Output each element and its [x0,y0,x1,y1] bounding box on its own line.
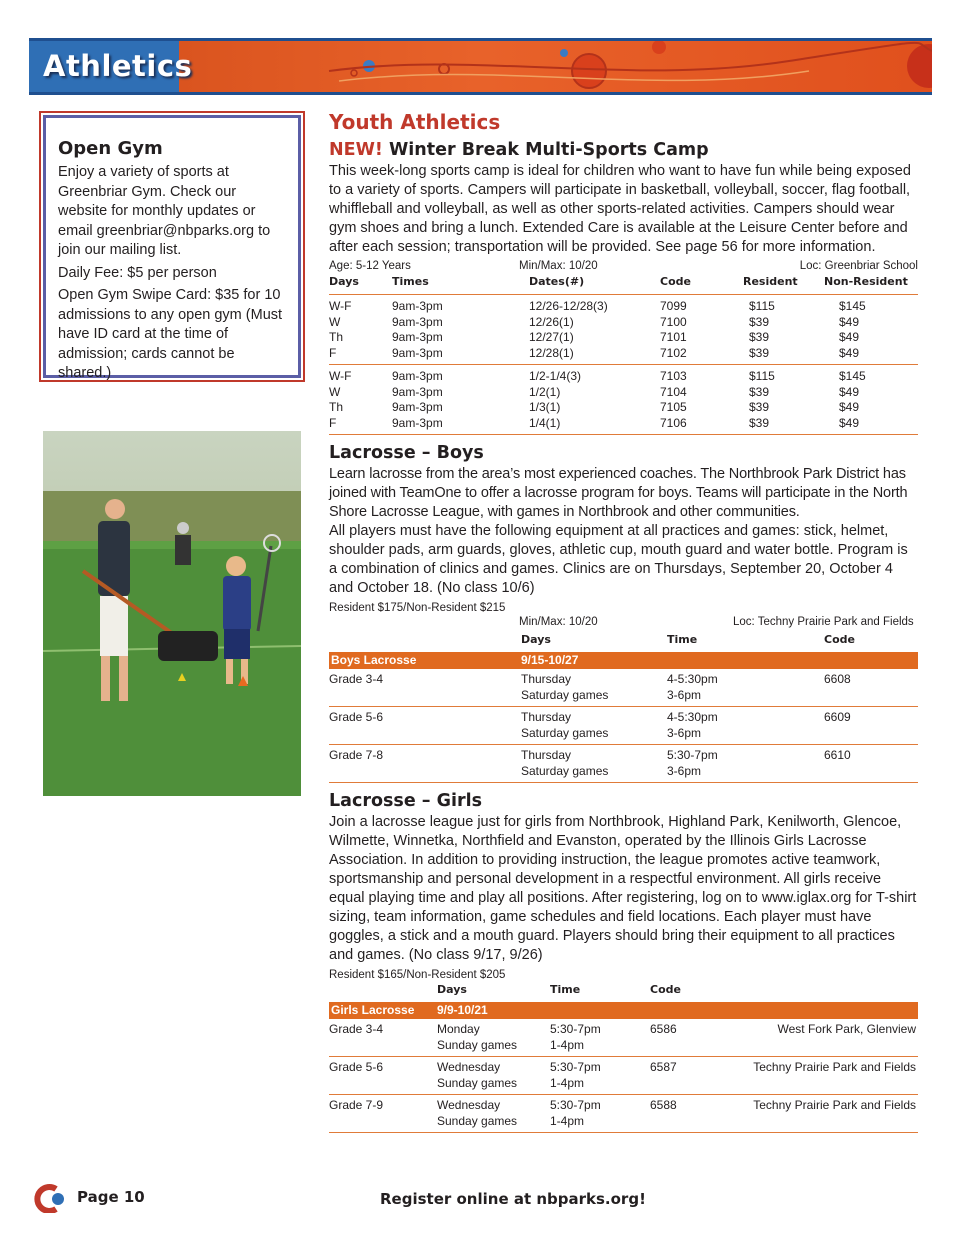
table-cell: 1/2-1/4(3) [529,369,582,383]
table-line [329,1060,918,1076]
col-days: Days [329,275,359,288]
table-cell: $49 [839,400,860,414]
camp-table [329,275,918,435]
boys-table [329,616,918,783]
table-cell: 9am-3pm [392,415,443,430]
time-cell: 1-4pm [550,1075,585,1090]
camp-group [329,365,918,434]
lacrosse-photo [43,431,301,796]
code-cell: 6588 [650,1098,677,1112]
table-line [329,1114,918,1130]
table-cell: Th [329,330,344,344]
time-cell: 3-6pm [667,687,702,702]
table-divider [329,434,918,435]
camp-table-body [329,295,918,435]
days-cell: Monday [437,1022,480,1036]
table-cell: 9am-3pm [392,330,443,344]
girls-description: Join a lacrosse league just for girls from Northbrook, Highland Park, Kenilworth, Glencoe, Wilmette, Winnetka, Northfield and Evanston, operated by the Illinois Girls Lacrosse Association. In addition to providing instruction, the league promotes active teamwork, sportsmanship and personal development in a respectful environment. All girls receive equal playing time and play all positions. After registering, log on to www.iglax.org for T-shirt sizing, team information, game schedules and field locations. Each player must have goggles, a stick and a mouth guard. Players should bring their equipment to all practices and games. (No class 9/17, 9/26) [329,814,917,963]
table-cell: $49 [839,415,860,430]
table-cell: 9am-3pm [392,384,443,399]
table-cell: 7101 [660,330,687,344]
table-cell: $115 [749,369,775,383]
boys-table-body [329,669,918,783]
table-line [329,710,918,726]
table-row [329,346,918,362]
days-cell: Thursday [521,710,572,724]
open-gym-swipe-card: Open Gym Swipe Card: $35 for 10 admissions to any open gym (Must have ID card at the time of admission; cards cannot be shared.) [58,287,283,381]
table-cell: $49 [839,384,860,399]
code-cell: 6609 [824,710,851,724]
table-cell: W-F [329,369,352,383]
time-cell: 3-6pm [667,725,702,740]
table-cell: F [329,415,337,430]
camp-description: This week-long sports camp is ideal for children who want to have fun while being exposed to a variety of sports. Campers will participate in basketball, volleyball, soccer, flag football, whiffleball and volleyball, as well as other sports-related activities. Campers should wear gym shoes and bring a lunch. Extended Care is available at the Leisure Center before and after each session; transportation will be provided. See page 56 for more information. [329,163,911,255]
girls-col-code: Code [650,983,681,996]
boys-location: Loc: Techny Prairie Park and Fields [733,616,914,628]
table-row [329,385,918,401]
days-cell: Thursday [521,748,572,762]
table-cell: $115 [749,299,775,313]
page-number: Page 10 [77,1188,145,1206]
table-line [329,672,918,688]
table-cell: 9am-3pm [392,345,443,360]
days-cell: Saturday games [521,687,609,702]
boys-minmax: Min/Max: 10/20 [519,616,598,628]
code-cell: 6610 [824,748,851,762]
time-cell: 5:30-7pm [550,1022,601,1036]
grade-cell: Grade 5-6 [329,1060,384,1074]
location-cell: West Fork Park, Glenview [777,1022,916,1036]
table-row [329,1095,918,1132]
code-cell: 6586 [650,1022,677,1036]
table-cell: 7102 [660,345,687,360]
camp-location: Loc: Greenbriar School [799,260,918,272]
table-cell: 9am-3pm [392,314,443,329]
days-cell: Saturday games [521,763,609,778]
girls-col-days: Days [437,983,467,996]
table-row [329,1019,918,1056]
main-column [329,110,918,1133]
table-divider [329,1132,918,1133]
table-cell: W-F [329,299,352,313]
table-cell: 7103 [660,369,687,383]
time-cell: 5:30-7pm [550,1098,601,1112]
table-line [329,688,918,704]
girls-band-dates: 9/9-10/21 [437,1003,488,1017]
table-row [329,315,918,331]
table-line [329,1098,918,1114]
table-cell: 12/26(1) [529,314,574,329]
time-cell: 4-5:30pm [667,710,718,724]
table-cell: 9am-3pm [392,299,443,313]
table-cell: 7100 [660,314,687,329]
table-cell: 7099 [660,299,687,313]
open-gym-box [43,115,301,381]
girls-lacrosse-band [329,1002,918,1019]
table-line [329,726,918,742]
days-cell: Wednesday [437,1060,501,1074]
time-cell: 5:30-7pm [550,1060,601,1074]
table-cell: $49 [839,314,860,329]
open-gym-body: Enjoy a variety of sports at Greenbriar Gym. Check our website for monthly updates or email greenbriar@nbparks.org to join our mailing list. [58,164,271,258]
camp-age: Age: 5-12 Years [329,260,411,272]
camp-group [329,295,918,364]
open-gym-title: Open Gym [58,138,163,159]
table-cell: W [329,314,341,329]
boys-fee: Resident $175/Non-Resident $215 [329,602,506,614]
camp-title [329,140,918,160]
days-cell: Sunday games [437,1037,518,1052]
table-cell: $39 [749,314,770,329]
table-cell: $39 [749,415,770,430]
table-cell: 7106 [660,415,687,430]
table-cell: $39 [749,400,770,414]
camp-minmax: Min/Max: 10/20 [519,260,598,272]
grade-cell: Grade 7-8 [329,748,384,762]
new-badge: NEW! [329,140,383,160]
col-non-resident: Non-Resident [824,275,908,288]
table-cell: 7105 [660,400,687,414]
table-line [329,1022,918,1038]
col-times: Times [392,275,429,288]
table-row [329,1057,918,1094]
table-cell: W [329,384,341,399]
boys-band-dates: 9/15-10/27 [521,653,579,667]
table-row [329,416,918,432]
table-cell: $145 [839,369,866,383]
table-cell: F [329,345,337,360]
location-cell: Techny Prairie Park and Fields [753,1098,916,1112]
table-cell: $49 [839,345,860,360]
table-cell: 12/26-12/28(3) [529,299,608,313]
time-cell: 3-6pm [667,763,702,778]
table-row [329,299,918,315]
girls-lacrosse-title: Lacrosse – Girls [329,791,483,811]
time-cell: 1-4pm [550,1037,585,1052]
girls-table [329,983,918,1133]
header-banner [29,38,932,95]
girls-table-body [329,1019,918,1133]
camp-title-text: Winter Break Multi-Sports Camp [388,140,709,160]
table-cell: 12/27(1) [529,330,574,344]
table-cell: 7104 [660,384,687,399]
time-cell: 1-4pm [550,1113,585,1128]
girls-fee: Resident $165/Non-Resident $205 [329,969,506,981]
table-cell: $39 [749,330,770,344]
open-gym-daily-fee: Daily Fee: $5 per person [58,264,217,281]
col-resident: Resident [743,275,798,288]
camp-table-header [329,275,918,294]
table-line [329,1038,918,1054]
grade-cell: Grade 3-4 [329,1022,384,1036]
boys-lacrosse-band [329,652,918,669]
boys-col-days: Days [521,633,551,646]
table-divider [329,782,918,783]
youth-athletics-title: Youth Athletics [329,110,501,134]
table-cell: $49 [839,330,860,344]
table-cell: 1/3(1) [529,400,561,414]
register-online-text: Register online at nbparks.org! [380,1190,646,1208]
table-cell: 12/28(1) [529,345,574,360]
time-cell: 5:30-7pm [667,748,718,762]
table-cell: 1/4(1) [529,415,561,430]
location-cell: Techny Prairie Park and Fields [753,1060,916,1074]
grade-cell: Grade 3-4 [329,672,384,686]
park-district-logo-icon [28,1183,68,1218]
table-row [329,400,918,416]
table-row [329,669,918,706]
code-cell: 6587 [650,1060,677,1074]
boys-description: Learn lacrosse from the area’s most experienced coaches. The Northbrook Park District has joined with TeamOne to offer a lacrosse program for boys. Teams will participate in the North Shore Lacrosse League, with games in Northbrook and other communities. [329,466,908,520]
boys-col-time: Time [667,633,698,646]
boys-band-label: Boys Lacrosse [331,653,417,667]
table-row [329,330,918,346]
table-cell: 9am-3pm [392,369,443,383]
time-cell: 4-5:30pm [667,672,718,686]
col-dates: Dates(#) [529,275,585,288]
camp-meta [329,260,918,272]
days-cell: Wednesday [437,1098,501,1112]
boys-lacrosse-title: Lacrosse – Boys [329,443,484,463]
grade-cell: Grade 5-6 [329,710,384,724]
boys-col-code: Code [824,633,855,646]
lacrosse-photo-illustration [43,431,301,796]
table-line [329,1076,918,1092]
table-row [329,707,918,744]
table-cell: $39 [749,345,770,360]
grade-cell: Grade 7-9 [329,1098,384,1112]
page-title: Athletics [43,49,193,83]
table-row [329,745,918,782]
days-cell: Thursday [521,672,572,686]
table-row [329,369,918,385]
code-cell: 6608 [824,672,851,686]
table-cell: $39 [749,384,770,399]
girls-band-label: Girls Lacrosse [331,1003,415,1017]
table-line [329,748,918,764]
girls-col-time: Time [550,983,581,996]
col-code: Code [660,275,691,288]
table-cell: Th [329,400,344,414]
days-cell: Saturday games [521,725,609,740]
table-cell: 9am-3pm [392,400,443,414]
table-line [329,764,918,780]
boys-equipment: All players must have the following equipment at all practices and games: stick, helmet, shoulder pads, arm guards, gloves, athletic cup, mouth guard and water bottle. Program is a combination of clinics and games. Clinics are on Thursdays, September 20, October 4 and October 18. (No class 10/6) [329,523,908,596]
table-cell: 1/2(1) [529,384,561,399]
days-cell: Sunday games [437,1113,518,1128]
table-cell: $145 [839,299,866,313]
days-cell: Sunday games [437,1075,518,1090]
